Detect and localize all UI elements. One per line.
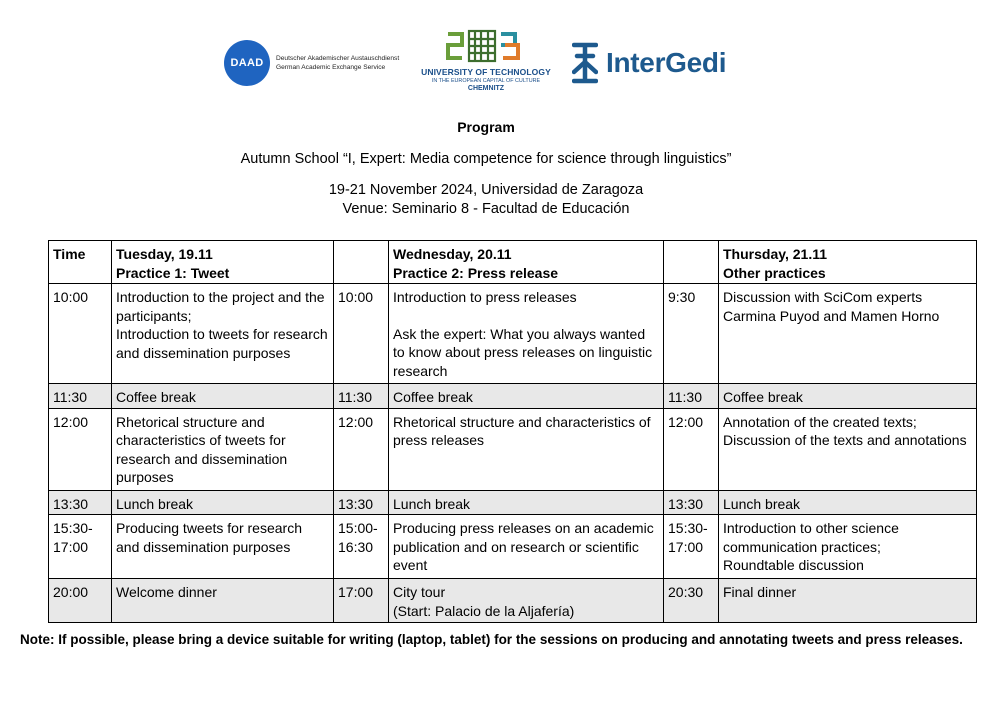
activity-cell (112, 284, 334, 384)
activity-line: (Start: Palacio de la Aljafería) (393, 602, 575, 619)
table-row (49, 284, 977, 384)
table-row-break (49, 490, 977, 515)
activity-line: Introduction to press releases (393, 289, 577, 305)
activity-cell: Producing tweets for research and dissemination purposes (112, 515, 334, 579)
header-day3-date: Thursday, 21.11 (723, 246, 828, 262)
activity-cell: Final dinner (719, 579, 977, 623)
event-date: 19-21 November 2024, Universidad de Zaragoza (328, 182, 644, 198)
activity-cell: Rhetorical structure and characteristics of press releases (389, 408, 664, 490)
header-day2-practice: Practice 2: Press release (393, 264, 559, 281)
time-cell: 15:30-17:00 (664, 515, 719, 579)
activity-cell: Coffee break (719, 384, 977, 409)
activity-line: Introduction to other science communication practices; (723, 520, 899, 555)
header-time-blank (664, 241, 719, 284)
activity-line: City tour (393, 584, 446, 600)
activity-cell: Rhetorical structure and characteristics of tweets for research and dissemination purposes (112, 408, 334, 490)
tu-chemnitz-line3: CHEMNITZ (467, 85, 505, 92)
activity-cell: Lunch break (719, 490, 977, 515)
activity-cell (389, 284, 664, 384)
daad-logo-mark: DAAD (224, 40, 270, 86)
header-time-blank (334, 241, 389, 284)
tu-chemnitz-emblem-icon (445, 28, 527, 66)
event-date-venue (0, 181, 972, 219)
header-day1-practice: Practice 1: Tweet (116, 264, 230, 281)
time-cell: 13:30 (49, 490, 112, 515)
header-day3-practice: Other practices (723, 264, 826, 281)
header-time (49, 241, 112, 284)
activity-cell: Lunch break (389, 490, 664, 515)
time-cell: 13:30 (334, 490, 389, 515)
activity-cell (719, 408, 977, 490)
activity-line: Roundtable discussion (723, 557, 864, 573)
activity-line: Ask the expert: What you always wanted to know about press releases on linguistic research (393, 325, 653, 379)
header-day1-date: Tuesday, 19.11 (116, 246, 213, 262)
time-cell: 9:30 (664, 284, 719, 384)
time-cell: 17:00 (334, 579, 389, 623)
table-row-break (49, 579, 977, 623)
activity-cell (719, 515, 977, 579)
footnote: Note: If possible, please bring a device suitable for writing (laptop, tablet) for the sessions on producing and annotating tweets and press releases. (20, 632, 963, 647)
activity-cell (719, 284, 977, 384)
daad-logo (224, 40, 399, 86)
activity-cell (389, 579, 664, 623)
activity-line: Introduction to tweets for research and dissemination purposes (116, 326, 328, 361)
activity-cell: Welcome dinner (112, 579, 334, 623)
activity-line: Discussion with SciCom experts Carmina Puyod and Mamen Horno (723, 289, 940, 324)
tu-chemnitz-line2: IN THE EUROPEAN CAPITAL OF CULTURE (431, 78, 541, 84)
time-cell: 20:30 (664, 579, 719, 623)
time-cell: 11:30 (664, 384, 719, 409)
table-row (49, 515, 977, 579)
activity-cell: Lunch break (112, 490, 334, 515)
activity-cell: Coffee break (112, 384, 334, 409)
time-cell: 10:00 (334, 284, 389, 384)
header-day1 (112, 241, 334, 284)
event-venue: Venue: Seminario 8 - Facultad de Educación (342, 201, 630, 217)
table-row-break (49, 384, 977, 409)
time-cell: 11:30 (49, 384, 112, 409)
header-day3 (719, 241, 977, 284)
header-time-label: Time (53, 246, 86, 262)
tu-chemnitz-logo (421, 28, 551, 92)
intergedi-emblem-icon (572, 42, 598, 84)
time-cell: 15:00-16:30 (334, 515, 389, 579)
activity-line (393, 307, 659, 325)
activity-line: Annotation of the created texts; (723, 413, 917, 430)
activity-cell: Coffee break (389, 384, 664, 409)
daad-logo-line1: Deutscher Akademischer Austauschdienst (276, 55, 400, 62)
program-table (48, 240, 977, 623)
intergedi-logo-text: InterGedi (606, 47, 727, 78)
activity-line: Discussion of the texts and annotations (723, 432, 967, 448)
daad-logo-text (276, 54, 399, 72)
logo-bar (0, 28, 1004, 100)
time-cell: 15:30-17:00 (49, 515, 112, 579)
activity-line: Introduction to the project and the participants; (116, 289, 325, 324)
page-title: Program (457, 119, 515, 135)
tu-chemnitz-line1: UNIVERSITY OF TECHNOLOGY (421, 67, 551, 77)
time-cell: 12:00 (49, 408, 112, 490)
intergedi-logo (572, 42, 726, 84)
table-row (49, 408, 977, 490)
time-cell: 10:00 (49, 284, 112, 384)
header-day2-date: Wednesday, 20.11 (393, 246, 512, 262)
daad-logo-line2: German Academic Exchange Service (276, 64, 386, 71)
activity-cell: Producing press releases on an academic publication and on research or scientific event (389, 515, 664, 579)
event-title: Autumn School “I, Expert: Media competence for science through linguistics” (240, 151, 732, 167)
time-cell: 11:30 (334, 384, 389, 409)
time-cell: 12:00 (664, 408, 719, 490)
header-day2 (389, 241, 664, 284)
time-cell: 12:00 (334, 408, 389, 490)
time-cell: 13:30 (664, 490, 719, 515)
time-cell: 20:00 (49, 579, 112, 623)
table-header-row (49, 241, 977, 284)
